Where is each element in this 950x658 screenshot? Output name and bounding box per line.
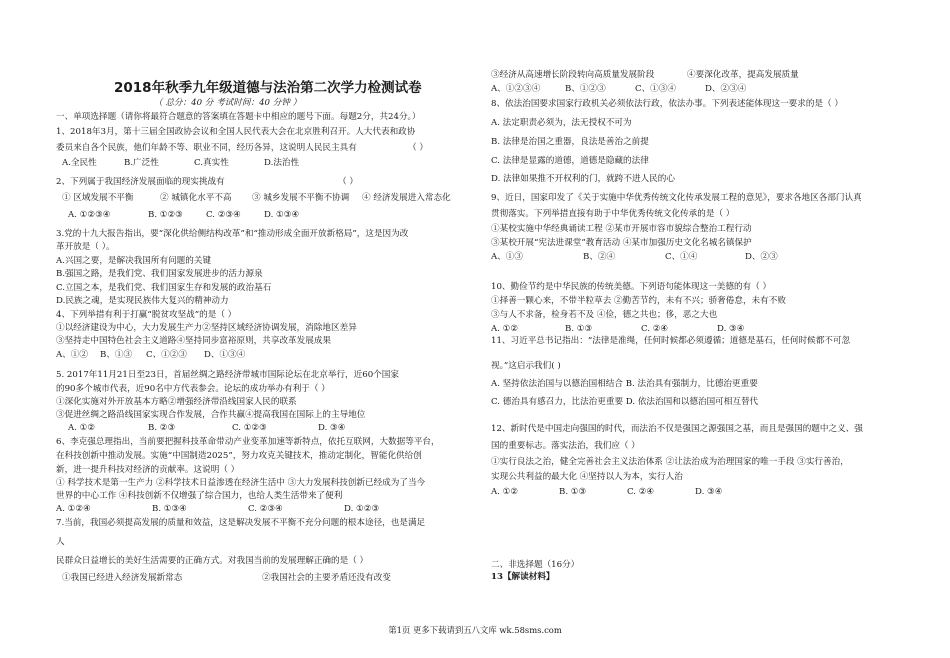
option-item: ④ 经济发展进入常态化	[362, 193, 451, 203]
option: A、①③	[491, 252, 523, 262]
question-line: 12、新时代是中国走向强国的时代，而法治不仅是强国之源强国之基，而且是强国的题中之义、强	[491, 424, 863, 434]
question-line: ③促进丝绸之路沿线国家实现合作发展，合作共赢④提高我国在国际上的主导地位	[56, 410, 366, 420]
question-line: ③坚持走中国特色社会主义道路④坚持同步富裕原则，共享改革发展成果	[56, 336, 332, 346]
option: A、①②③④	[491, 84, 541, 94]
option: A. 法定职责必须为，法无授权不可为	[491, 118, 632, 128]
option: C.真实性	[194, 158, 229, 168]
option: A. ①②	[491, 487, 519, 497]
option: C.立国之本，是我们党、我们国家生存和发展的政治基石	[56, 283, 272, 293]
section-heading: 一、单项选择题（请你将最符合题意的答案填在答题卡中相应的题号下面。每题2分，共24分。）	[56, 112, 421, 122]
question-line: 7.当前，我国必须提高发展的质量和效益，这是解决发展不平衡不充分问题的根本途径，也是满足	[56, 518, 426, 528]
option: B. ①②③	[148, 210, 183, 220]
option: D. ③④	[717, 324, 745, 334]
option: A.兴国之要，是解决我国所有问题的关键	[56, 256, 212, 266]
section-heading: 二、非选择题（16分）	[491, 560, 580, 570]
option: A. 坚持依法治国与以德治国相结合 B. 法治具有强制力，比德治更重要	[491, 379, 758, 389]
question-line: 11、习近平总书记指出：“法律是准绳，任何时候都必须遵循；道德是基石，任何时候都不可忽	[491, 336, 851, 346]
option: C、①③④	[635, 84, 676, 94]
option: D、②③④	[705, 84, 747, 94]
question-line: 4、下列举措有利于打赢“脱贫攻坚战”的是（ ）	[56, 310, 237, 320]
question-line: 贯彻落实。下列举措直接有助于中华优秀传统文化传承的是（ ）	[491, 209, 735, 219]
question-line: 6、李克强总理指出，当前要把握科技革命带动产业变革加速等新特点，依托互联网，大数据等平台，	[56, 437, 440, 447]
exam-title: 2018年秋季九年级道德与法治第二次学力检测试卷	[114, 80, 422, 96]
option: D.民族之魂，是实现民族伟大复兴的精神动力	[56, 296, 229, 306]
option-item: ④要深化改革，提高发展质量	[687, 70, 799, 80]
option: B.广泛性	[124, 158, 159, 168]
page-footer: 第1页 更多下载请到五八文库 wk.58sms.com	[388, 625, 562, 635]
option-item: ③ 城乡发展不平衡不协调	[252, 193, 350, 203]
option: C. 法律是显露的道德，道德是隐藏的法律	[491, 156, 649, 166]
question-line: 民群众日益增长的美好生活需要的正确方式。对我国当前的发展理解正确的是（ ）	[56, 556, 369, 566]
option: A. ①②③④	[68, 210, 111, 220]
option: C. ①②③	[232, 423, 267, 433]
option-item: ①我国已经进入经济发展新常态	[62, 573, 183, 583]
option: A. ①②	[491, 324, 519, 334]
question-line: 2、下列属于我国经济发展面临的现实挑战有	[56, 177, 225, 187]
option-item: ② 城镇化水平不高	[160, 193, 232, 203]
question-line: ③某校开展“宪法进课堂”教育活动 ④某市加强历史文化名城名镇保护	[491, 238, 752, 248]
option: B. ①③	[565, 324, 593, 334]
option: C. 德治具有感召力，比法治更重要 D. 依法治国和以德治国可相互替代	[491, 397, 759, 407]
answer-blank: （ ）	[408, 143, 428, 153]
option-item: ③经济从高速增长阶段转向高质量发展阶段	[491, 70, 655, 80]
question-line: 新，进一提升科技对经济的贡献率。这说明（ ）	[56, 465, 240, 475]
question-line: 13【解读材料】	[491, 572, 555, 582]
exam-meta: （ 总分：40 分 考试时间：40 分钟 ）	[154, 98, 302, 108]
question-line: 视。”这启示我们( )	[491, 361, 561, 371]
option: C. ②④	[627, 487, 655, 497]
option: A. ①②	[68, 423, 96, 433]
option: D. ①②③	[344, 504, 380, 514]
option: C、①②③	[146, 350, 187, 360]
question-line: 3.党的十九大报告指出，要“深化供给侧结构改革”和“推动形成全面开放新格局”，这是因为改	[56, 229, 409, 239]
option: C、①④	[665, 252, 698, 262]
option: B. ②③	[148, 423, 176, 433]
question-line: 国的重要标志。落实法治，我们应（ ）	[491, 441, 640, 451]
option: D.法治性	[264, 158, 300, 168]
question-line: 1、2018年3月，第十三届全国政协会议和全国人民代表大会在北京胜利召开。人大代表和政协	[56, 127, 416, 137]
question-line: ①以经济建设为中心，大力发展生产力②坚持区域经济协调发展，消除地区差异	[56, 323, 357, 333]
option: B. ①③④	[152, 504, 187, 514]
question-line: 世界的中心工作 ④科技创新不仅增强了综合国力，也给人类生活带来了便利	[56, 491, 343, 501]
option: B、①③	[100, 350, 133, 360]
question-line: ①择善一颗心来，不带半粒草去 ②勤苦节约，未有不兴；骄奢倦怠，未有不败	[491, 296, 786, 306]
option: C. ②③④	[248, 504, 283, 514]
question-line: 5. 2017年11月21日至23日，首届丝绸之路经济带城市国际论坛在北京举行，近60个国家	[56, 370, 399, 380]
option: D. ①③④	[264, 210, 300, 220]
question-line: ①实行良法之治，健全完善社会主义法治体系 ②让法治成为治理国家的唯一手段 ③实行善治，	[491, 457, 849, 467]
question-line: 人	[56, 537, 65, 547]
option: A.全民性	[62, 158, 97, 168]
question-line: ①某校实施中华经典诵读工程 ②某市开展市容市貌综合整治工程行动	[491, 224, 752, 234]
option-item: ②我国社会的主要矛盾还没有改变	[262, 573, 391, 583]
question-line: 革开放是（ ）。	[56, 242, 115, 252]
option-item: ① 区域发展不平衡	[62, 193, 134, 203]
question-line: 9、近日，国家印发了《关于实施中华优秀传统文化传承发展工程的意见》，要求各地区各部门认真	[491, 193, 862, 203]
question-line: 8、依法治国要求国家行政机关必须依法行政，依法办事。下列表述能体现这一要求的是（ ）	[491, 99, 843, 109]
option: A. ①②④	[56, 504, 91, 514]
option: D. ③④	[318, 423, 346, 433]
option: D. 法律如果推不开权利的门，就跨不进人民的心	[491, 174, 675, 184]
question-line: 委员来自各个民族，他们年龄不等、职业不同，经历各异，这说明人民民主具有	[56, 143, 357, 153]
option: B.强国之路，是我们党、我们国家发展进步的活力源泉	[56, 269, 263, 279]
question-line: 在科技创新中推动发展。实施“中国制造2025”，努力攻克关键技术，推动定制化，智能化供给创	[56, 451, 422, 461]
option: A、①②	[56, 350, 88, 360]
option: D、②③	[745, 252, 778, 262]
option: B、②④	[583, 252, 616, 262]
question-line: 实现公共利益的最大化 ④坚持以人为本，实行人治	[491, 472, 683, 482]
question-line: ① 科学技术是第一生产力 ②科学技术日益渗透在经济生活中 ③大力发展科技创新已经成为了当今	[56, 478, 426, 488]
option: B. 法律是治国之重器，良法是善治之前提	[491, 137, 649, 147]
question-line: ③与人不求备，检身若不及 ④俭，德之共也；侈，恶之大也	[491, 310, 718, 320]
option: D. ③④	[695, 487, 723, 497]
question-line: 10、勤俭节约是中华民族的传统美德。下列语句能体现这一美德的有（ ）	[491, 282, 772, 292]
option: B. ①③	[559, 487, 587, 497]
question-line: ①深化实施对外开放基本方略②增强经济带沿线国家人民的联系	[56, 397, 297, 407]
option: B、①②③	[565, 84, 606, 94]
option: C. ②③④	[206, 210, 241, 220]
question-line: 的90多个城市代表，近90名中方代表参会。论坛的成功举办有利于（ ）	[56, 384, 330, 394]
answer-blank: （ ）	[338, 177, 358, 187]
option: C. ②④	[641, 324, 669, 334]
option: D、①③④	[204, 350, 246, 360]
